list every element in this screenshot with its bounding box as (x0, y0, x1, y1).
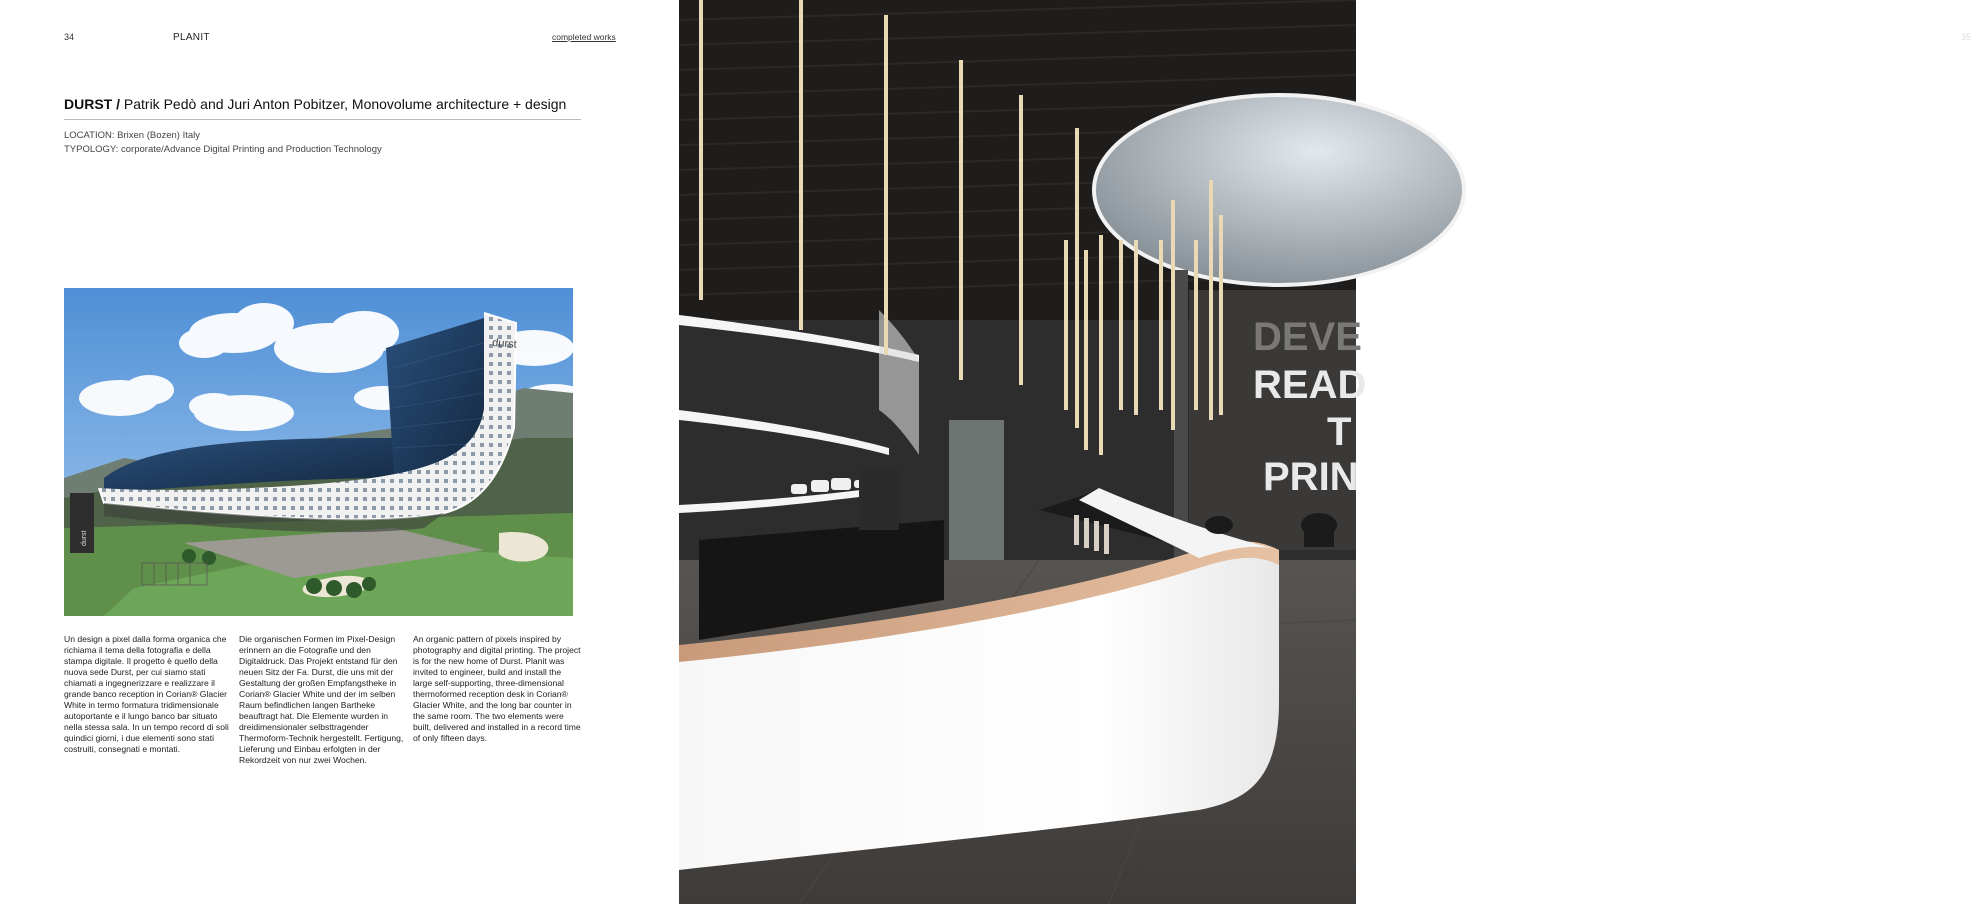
body-german: Die organischen Formen im Pixel-Design erinnern an die Fotografie und den Digitaldruck. Das Projekt entstand für den neuen Sitz der Fa. Durst, die uns mit der Gestaltung der großen Empfangstheke in Corian® Glacier White und der im selben Raum befindlichen langen Bartheke beauftragt hat. Die Elemente wurden in dreidimensionaler selbsttragender Thermoform-Technik hergestellt. Fertigung, Lieferung und Einbau erfolgten in der Rekordzeit von nur zwei Wochen. (239, 634, 404, 765)
page-number-right: 35 (1961, 32, 1971, 42)
project-location: LOCATION: Brixen (Bozen) Italy (64, 130, 201, 141)
wall-text-line-1: DEVE (1253, 315, 1362, 359)
building-sign: durst (491, 337, 518, 351)
project-typology: TYPOLOGY: corporate/Advance Digital Printing and Production Technology (64, 144, 382, 155)
page-number-left: 34 (64, 32, 75, 42)
project-architects: Patrik Pedò and Juri Anton Pobitzer, Monovolume architecture + design (120, 96, 567, 112)
project-title (64, 96, 566, 112)
body-italian: Un design a pixel dalla forma organica che richiama il tema della fotografia e della stampa digitale. Il progetto è quello della nuova sede Durst, per cui siamo stati chiamati a ingegnerizzare e realizzare il grande banco reception in Corian® Glacier White in termo formatura tridimensionale autoportante e il lungo banco bar situato nella stessa sala. In un tempo record di soli quindici giorni, i due elementi sono stati costruiti, consegnati e montati. (64, 634, 229, 754)
interior-photo (679, 0, 1971, 904)
project-meta (64, 129, 382, 157)
totem-sign: durst (81, 530, 88, 546)
section-label: completed works (552, 32, 616, 42)
brand-name: PLANIT (173, 32, 210, 43)
building-photo (64, 288, 573, 616)
body-english: An organic pattern of pixels inspired by photography and digital printing. The project is for the new home of Durst. Planit was invited to engineer, build and install the large self-supporting, three-dimensional thermoformed reception desk in Corian® Glacier White, and the long bar counter in the same room. The two elements were built, delivered and installed in a record time of only fifteen days. (413, 634, 581, 743)
title-divider (64, 119, 581, 120)
wall-text-line-4: PRIN (1263, 455, 1359, 499)
project-name: DURST / (64, 96, 120, 112)
wall-text-line-3: T (1327, 410, 1352, 454)
left-page (0, 0, 679, 904)
wall-text-line-2: READ (1253, 363, 1367, 407)
